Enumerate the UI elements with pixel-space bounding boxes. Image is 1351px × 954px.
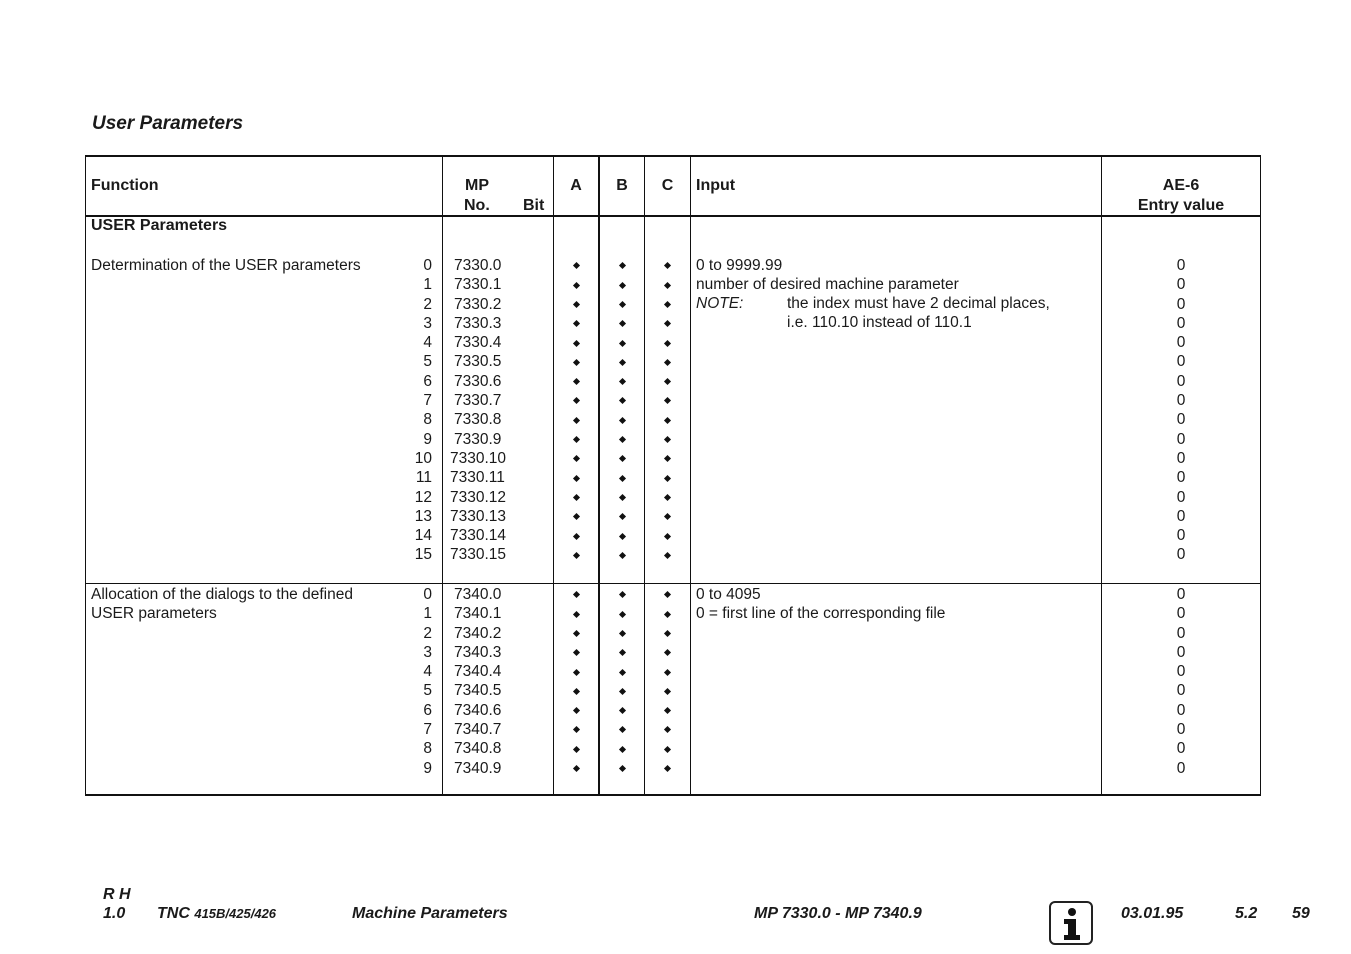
bit-index: 4 bbox=[423, 334, 432, 352]
diamond-bullet-icon bbox=[572, 340, 579, 347]
diamond-bullet-icon bbox=[572, 378, 579, 385]
access-marker bbox=[554, 488, 598, 507]
access-marker bbox=[600, 275, 644, 294]
function-label: Determination of the USER parameters bbox=[91, 257, 361, 274]
mp-number: 7340.3 bbox=[454, 643, 502, 661]
bit-index: 0 bbox=[423, 586, 432, 603]
access-marker bbox=[645, 372, 690, 391]
access-marker bbox=[600, 604, 644, 623]
mp-number: 7330.0 bbox=[454, 257, 502, 274]
diamond-bullet-icon bbox=[618, 320, 625, 327]
diamond-bullet-icon bbox=[664, 282, 671, 289]
access-marker bbox=[554, 526, 598, 545]
mp-number-column bbox=[450, 585, 550, 778]
diamond-bullet-icon bbox=[618, 513, 625, 520]
footer-date: 03.01.95 bbox=[1121, 905, 1184, 922]
diamond-bullet-icon bbox=[618, 552, 625, 559]
diamond-bullet-icon bbox=[664, 475, 671, 482]
mp-number: 7340.4 bbox=[454, 663, 502, 681]
section-title: USER Parameters bbox=[91, 217, 228, 234]
mp-number: 7340.5 bbox=[454, 682, 502, 700]
bit-index: 12 bbox=[414, 488, 432, 506]
diamond-bullet-icon bbox=[618, 340, 625, 347]
bit-index: 13 bbox=[414, 507, 432, 525]
header-ae6: AE-6 bbox=[1162, 177, 1200, 194]
access-marker bbox=[645, 526, 690, 545]
header-c: C bbox=[661, 177, 674, 194]
diamond-bullet-icon bbox=[618, 417, 625, 424]
access-marker bbox=[554, 410, 598, 429]
column-divider bbox=[690, 157, 691, 794]
access-marker bbox=[554, 430, 598, 449]
mp-number: 7330.5 bbox=[454, 353, 502, 371]
access-marker bbox=[645, 545, 690, 564]
mp-number: 7340.9 bbox=[454, 759, 502, 777]
diamond-bullet-icon bbox=[664, 552, 671, 559]
parameter-table bbox=[85, 155, 1261, 796]
entry-value: 0 bbox=[1176, 663, 1186, 681]
header-entry-value: Entry value bbox=[1137, 197, 1225, 214]
bit-index: 6 bbox=[423, 372, 432, 390]
mp-number-column bbox=[450, 256, 550, 565]
bit-index-column bbox=[396, 256, 432, 565]
diamond-bullet-icon bbox=[618, 475, 625, 482]
footer-chapter: 5.2 bbox=[1235, 905, 1258, 922]
input-description: number of desired machine parameter bbox=[696, 276, 959, 293]
note-text: the index must have 2 decimal places, bbox=[787, 295, 1050, 312]
bit-index: 2 bbox=[423, 624, 432, 642]
access-marker bbox=[554, 256, 598, 275]
access-marker bbox=[645, 410, 690, 429]
diamond-bullet-icon bbox=[572, 726, 579, 733]
diamond-bullet-icon bbox=[618, 630, 625, 637]
entry-value: 0 bbox=[1176, 411, 1186, 429]
mp-number: 7340.7 bbox=[454, 721, 502, 739]
bit-index: 9 bbox=[423, 759, 432, 777]
access-marker bbox=[600, 739, 644, 758]
diamond-bullet-icon bbox=[618, 726, 625, 733]
diamond-bullet-icon bbox=[572, 397, 579, 404]
header-mp: MP bbox=[465, 177, 489, 194]
diamond-bullet-icon bbox=[664, 669, 671, 676]
mp-number: 7340.1 bbox=[454, 605, 502, 623]
diamond-bullet-icon bbox=[572, 436, 579, 443]
entry-value: 0 bbox=[1176, 295, 1186, 313]
bit-index: 1 bbox=[423, 276, 432, 294]
access-marker bbox=[645, 759, 690, 778]
access-marker bbox=[645, 720, 690, 739]
mp-number: 7330.11 bbox=[450, 469, 505, 487]
footer-models: 415B/425/426 bbox=[194, 906, 277, 921]
access-marker bbox=[645, 275, 690, 294]
header-no: No. bbox=[464, 197, 490, 214]
access-marker bbox=[554, 372, 598, 391]
footer-rh: R H bbox=[103, 886, 131, 903]
access-marker bbox=[600, 526, 644, 545]
input-range: 0 to 9999.99 bbox=[696, 257, 783, 274]
mp-number: 7330.1 bbox=[454, 276, 502, 294]
diamond-bullet-icon bbox=[572, 552, 579, 559]
diamond-bullet-icon bbox=[572, 494, 579, 501]
access-marker bbox=[600, 333, 644, 352]
access-marker bbox=[554, 391, 598, 410]
header-input: Input bbox=[696, 177, 736, 194]
access-marker bbox=[645, 333, 690, 352]
access-marker bbox=[600, 352, 644, 371]
column-divider bbox=[442, 157, 443, 794]
access-marker bbox=[600, 256, 644, 275]
access-marker bbox=[600, 430, 644, 449]
access-marker bbox=[554, 681, 598, 700]
bit-index: 1 bbox=[423, 605, 432, 623]
diamond-bullet-icon bbox=[618, 455, 625, 462]
bit-index: 7 bbox=[423, 392, 432, 410]
page-title: User Parameters bbox=[92, 113, 244, 134]
header-bit: Bit bbox=[523, 197, 545, 214]
entry-value: 0 bbox=[1176, 334, 1186, 352]
entry-value: 0 bbox=[1176, 257, 1186, 274]
diamond-bullet-icon bbox=[618, 378, 625, 385]
diamond-bullet-icon bbox=[664, 417, 671, 424]
diamond-bullet-icon bbox=[618, 746, 625, 753]
diamond-bullet-icon bbox=[664, 436, 671, 443]
access-marker bbox=[645, 624, 690, 643]
mp-number: 7330.10 bbox=[450, 449, 507, 467]
diamond-bullet-icon bbox=[664, 494, 671, 501]
access-marker bbox=[645, 468, 690, 487]
access-marker bbox=[645, 643, 690, 662]
entry-value: 0 bbox=[1176, 740, 1186, 758]
access-marker bbox=[600, 391, 644, 410]
access-marker bbox=[554, 739, 598, 758]
access-marker bbox=[600, 314, 644, 333]
entry-value: 0 bbox=[1176, 546, 1186, 564]
access-b-column bbox=[600, 585, 644, 778]
footer-version: 1.0 bbox=[103, 905, 126, 922]
entry-value: 0 bbox=[1176, 759, 1186, 777]
entry-value: 0 bbox=[1176, 314, 1186, 332]
diamond-bullet-icon bbox=[618, 301, 625, 308]
access-marker bbox=[600, 295, 644, 314]
bit-index: 7 bbox=[423, 721, 432, 739]
diamond-bullet-icon bbox=[572, 611, 579, 618]
access-marker bbox=[645, 295, 690, 314]
diamond-bullet-icon bbox=[618, 494, 625, 501]
access-marker bbox=[554, 468, 598, 487]
bit-index: 11 bbox=[415, 469, 432, 487]
note-label: NOTE: bbox=[696, 295, 744, 312]
diamond-bullet-icon bbox=[664, 378, 671, 385]
diamond-bullet-icon bbox=[664, 630, 671, 637]
mp-number: 7330.9 bbox=[454, 430, 502, 448]
diamond-bullet-icon bbox=[572, 417, 579, 424]
access-marker bbox=[600, 545, 644, 564]
diamond-bullet-icon bbox=[618, 649, 625, 656]
entry-value: 0 bbox=[1176, 605, 1186, 623]
function-label: USER parameters bbox=[91, 605, 217, 622]
bit-index: 14 bbox=[414, 527, 432, 545]
access-marker bbox=[554, 643, 598, 662]
access-marker bbox=[600, 585, 644, 604]
diamond-bullet-icon bbox=[572, 475, 579, 482]
access-marker bbox=[554, 624, 598, 643]
function-label: Allocation of the dialogs to the defined bbox=[91, 586, 353, 603]
info-icon bbox=[1049, 901, 1093, 945]
access-marker bbox=[600, 701, 644, 720]
bit-index: 3 bbox=[423, 643, 432, 661]
access-marker bbox=[554, 275, 598, 294]
diamond-bullet-icon bbox=[664, 397, 671, 404]
mp-number: 7330.6 bbox=[454, 372, 502, 390]
access-marker bbox=[600, 624, 644, 643]
access-marker bbox=[554, 759, 598, 778]
access-marker bbox=[554, 295, 598, 314]
header-a: A bbox=[570, 177, 582, 194]
entry-value: 0 bbox=[1176, 488, 1186, 506]
entry-value: 0 bbox=[1176, 701, 1186, 719]
bit-index: 10 bbox=[414, 449, 432, 467]
diamond-bullet-icon bbox=[618, 611, 625, 618]
header-rule bbox=[86, 215, 1260, 217]
bit-index: 4 bbox=[423, 663, 432, 681]
diamond-bullet-icon bbox=[572, 765, 579, 772]
bit-index: 8 bbox=[423, 740, 432, 758]
mp-number: 7340.2 bbox=[454, 624, 502, 642]
entry-value: 0 bbox=[1176, 469, 1186, 487]
access-marker bbox=[554, 449, 598, 468]
access-marker bbox=[645, 314, 690, 333]
access-marker bbox=[645, 604, 690, 623]
group-rule bbox=[86, 583, 1260, 584]
diamond-bullet-icon bbox=[572, 282, 579, 289]
access-marker bbox=[645, 681, 690, 700]
entry-value: 0 bbox=[1176, 624, 1186, 642]
access-a-column bbox=[554, 585, 598, 778]
diamond-bullet-icon bbox=[572, 591, 579, 598]
diamond-bullet-icon bbox=[572, 649, 579, 656]
diamond-bullet-icon bbox=[664, 765, 671, 772]
mp-number: 7340.8 bbox=[454, 740, 502, 758]
diamond-bullet-icon bbox=[572, 513, 579, 520]
bit-index: 2 bbox=[423, 295, 432, 313]
access-marker bbox=[554, 314, 598, 333]
mp-number: 7340.6 bbox=[454, 701, 502, 719]
bit-index: 0 bbox=[423, 257, 432, 274]
mp-number: 7330.14 bbox=[450, 527, 507, 545]
diamond-bullet-icon bbox=[664, 301, 671, 308]
footer-section: Machine Parameters bbox=[352, 905, 508, 922]
diamond-bullet-icon bbox=[572, 707, 579, 714]
diamond-bullet-icon bbox=[664, 591, 671, 598]
access-marker bbox=[554, 701, 598, 720]
entry-value: 0 bbox=[1176, 372, 1186, 390]
access-marker bbox=[600, 759, 644, 778]
access-marker bbox=[600, 662, 644, 681]
access-marker bbox=[554, 333, 598, 352]
diamond-bullet-icon bbox=[618, 688, 625, 695]
diamond-bullet-icon bbox=[572, 320, 579, 327]
diamond-bullet-icon bbox=[664, 649, 671, 656]
diamond-bullet-icon bbox=[618, 282, 625, 289]
diamond-bullet-icon bbox=[618, 765, 625, 772]
access-marker bbox=[600, 449, 644, 468]
access-marker bbox=[645, 585, 690, 604]
bit-index: 6 bbox=[423, 701, 432, 719]
access-marker bbox=[645, 488, 690, 507]
diamond-bullet-icon bbox=[664, 513, 671, 520]
diamond-bullet-icon bbox=[664, 746, 671, 753]
diamond-bullet-icon bbox=[664, 455, 671, 462]
access-marker bbox=[600, 488, 644, 507]
diamond-bullet-icon bbox=[572, 455, 579, 462]
diamond-bullet-icon bbox=[618, 533, 625, 540]
footer-tnc-label: TNC bbox=[157, 905, 190, 922]
entry-value: 0 bbox=[1176, 682, 1186, 700]
access-marker bbox=[600, 643, 644, 662]
access-a-column bbox=[554, 256, 598, 565]
footer-mp-range: MP 7330.0 - MP 7340.9 bbox=[754, 905, 922, 922]
mp-number: 7340.0 bbox=[454, 586, 502, 603]
entry-value-column bbox=[1102, 256, 1260, 565]
diamond-bullet-icon bbox=[664, 340, 671, 347]
mp-number: 7330.3 bbox=[454, 314, 502, 332]
footer-tnc bbox=[157, 905, 276, 923]
access-marker bbox=[645, 739, 690, 758]
access-marker bbox=[645, 391, 690, 410]
entry-value: 0 bbox=[1176, 353, 1186, 371]
bit-index-column bbox=[396, 585, 432, 778]
access-marker bbox=[600, 372, 644, 391]
diamond-bullet-icon bbox=[664, 726, 671, 733]
entry-value: 0 bbox=[1176, 643, 1186, 661]
access-marker bbox=[554, 507, 598, 526]
access-c-column bbox=[645, 256, 690, 565]
bit-index: 15 bbox=[414, 546, 432, 564]
mp-number: 7330.7 bbox=[454, 392, 502, 410]
diamond-bullet-icon bbox=[618, 707, 625, 714]
mp-number: 7330.8 bbox=[454, 411, 502, 429]
access-marker bbox=[645, 352, 690, 371]
access-marker bbox=[554, 585, 598, 604]
access-c-column bbox=[645, 585, 690, 778]
access-marker bbox=[600, 507, 644, 526]
diamond-bullet-icon bbox=[618, 669, 625, 676]
diamond-bullet-icon bbox=[664, 533, 671, 540]
mp-number: 7330.2 bbox=[454, 295, 502, 313]
diamond-bullet-icon bbox=[572, 688, 579, 695]
footer-page: 59 bbox=[1292, 905, 1310, 922]
mp-number: 7330.15 bbox=[450, 546, 507, 564]
entry-value: 0 bbox=[1176, 507, 1186, 525]
diamond-bullet-icon bbox=[618, 397, 625, 404]
bit-index: 5 bbox=[423, 353, 432, 371]
mp-number: 7330.4 bbox=[454, 334, 502, 352]
access-marker bbox=[600, 410, 644, 429]
access-marker bbox=[600, 681, 644, 700]
header-function: Function bbox=[91, 177, 159, 194]
diamond-bullet-icon bbox=[572, 359, 579, 366]
access-marker bbox=[645, 430, 690, 449]
mp-number: 7330.12 bbox=[450, 488, 507, 506]
diamond-bullet-icon bbox=[664, 262, 671, 269]
diamond-bullet-icon bbox=[664, 320, 671, 327]
diamond-bullet-icon bbox=[572, 746, 579, 753]
access-marker bbox=[554, 720, 598, 739]
diamond-bullet-icon bbox=[618, 262, 625, 269]
diamond-bullet-icon bbox=[664, 707, 671, 714]
diamond-bullet-icon bbox=[572, 669, 579, 676]
bit-index: 9 bbox=[423, 430, 432, 448]
access-marker bbox=[645, 449, 690, 468]
bit-index: 8 bbox=[423, 411, 432, 429]
access-marker bbox=[554, 545, 598, 564]
header-b: B bbox=[616, 177, 628, 194]
diamond-bullet-icon bbox=[664, 688, 671, 695]
access-b-column bbox=[600, 256, 644, 565]
entry-value: 0 bbox=[1176, 276, 1186, 294]
entry-value: 0 bbox=[1176, 527, 1186, 545]
entry-value: 0 bbox=[1176, 721, 1186, 739]
diamond-bullet-icon bbox=[572, 301, 579, 308]
access-marker bbox=[554, 352, 598, 371]
entry-value-column bbox=[1102, 585, 1260, 778]
entry-value: 0 bbox=[1176, 586, 1186, 603]
diamond-bullet-icon bbox=[664, 359, 671, 366]
diamond-bullet-icon bbox=[572, 262, 579, 269]
entry-value: 0 bbox=[1176, 430, 1186, 448]
bit-index: 5 bbox=[423, 682, 432, 700]
access-marker bbox=[600, 468, 644, 487]
diamond-bullet-icon bbox=[664, 611, 671, 618]
access-marker bbox=[554, 662, 598, 681]
diamond-bullet-icon bbox=[618, 359, 625, 366]
entry-value: 0 bbox=[1176, 449, 1186, 467]
diamond-bullet-icon bbox=[618, 436, 625, 443]
access-marker bbox=[645, 701, 690, 720]
diamond-bullet-icon bbox=[572, 533, 579, 540]
diamond-bullet-icon bbox=[618, 591, 625, 598]
access-marker bbox=[645, 507, 690, 526]
note-text: i.e. 110.10 instead of 110.1 bbox=[787, 314, 972, 331]
entry-value: 0 bbox=[1176, 392, 1186, 410]
access-marker bbox=[645, 256, 690, 275]
access-marker bbox=[600, 720, 644, 739]
access-marker bbox=[554, 604, 598, 623]
input-description: 0 = first line of the corresponding file bbox=[696, 605, 946, 622]
input-range: 0 to 4095 bbox=[696, 586, 761, 603]
mp-number: 7330.13 bbox=[450, 507, 507, 525]
access-marker bbox=[645, 662, 690, 681]
bit-index: 3 bbox=[423, 314, 432, 332]
diamond-bullet-icon bbox=[572, 630, 579, 637]
